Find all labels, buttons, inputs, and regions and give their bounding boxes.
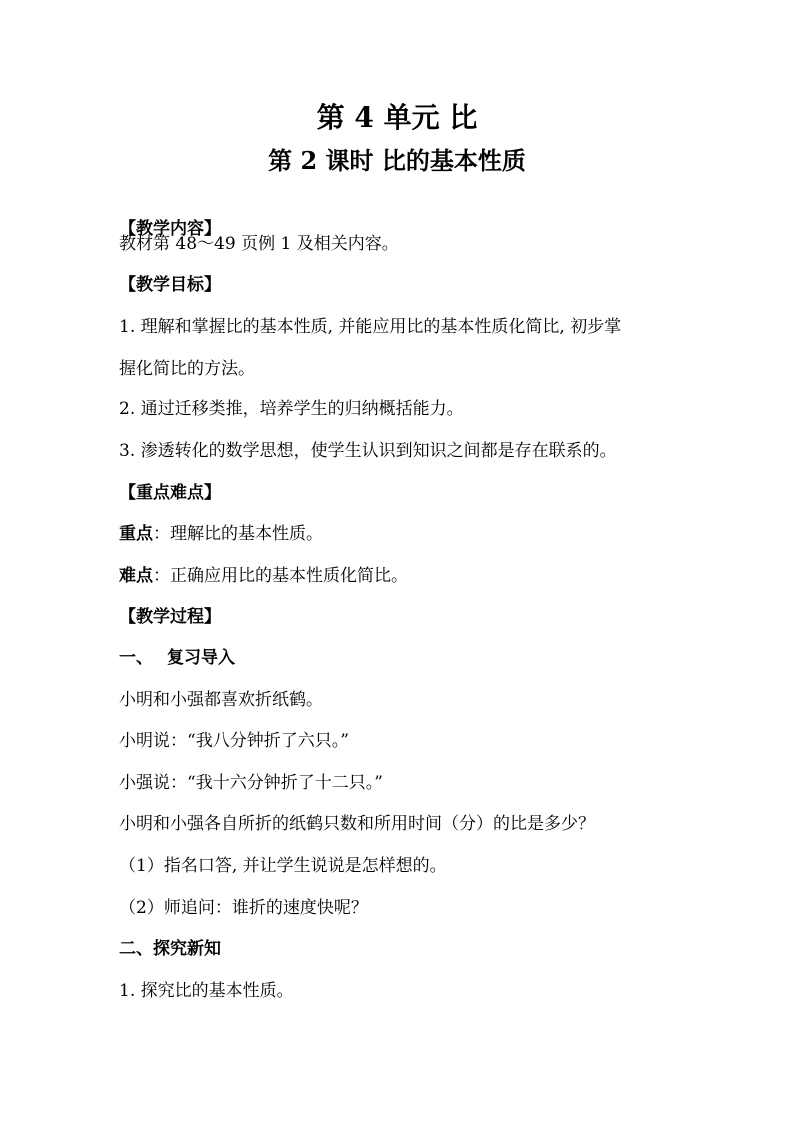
paragraph-6: （2）师追问：谁折的速度快呢？ [119,898,368,918]
difficulty-label: 难点 [119,566,153,586]
paragraph-5: （1）指名口答, 并让学生说说是怎样想的。 [119,856,447,876]
content-text: 教材第 48～49 页例 1 及相关内容。 [119,234,399,254]
lesson-title: 第 2 课时 比的基本性质 [268,146,526,175]
paragraph-3: 小强说：“我十六分钟折了十二只。” [119,773,383,793]
unit-title: 第 4 单元 比 [316,101,478,134]
goal-1-line-1: 1. 理解和掌握比的基本性质, 并能应用比的基本性质化简比, 初步掌 [119,317,622,337]
section-heading-process: 【教学过程】 [119,607,221,627]
key-point-text: ：理解比的基本性质。 [153,524,323,544]
key-point-label: 重点 [119,524,153,544]
part-1-title: 复习导入 [167,648,235,668]
section-heading-goals: 【教学目标】 [119,275,221,295]
paragraph-7: 1. 探究比的基本性质。 [119,981,294,1001]
difficulty-text: ：正确应用比的基本性质化简比。 [153,566,408,586]
paragraph-4: 小明和小强各自所折的纸鹤只数和所用时间（分）的比是多少？ [119,814,595,834]
paragraph-2: 小明说：“我八分钟折了六只。” [119,731,349,751]
section-heading-content: 【教学内容】 [119,219,221,239]
goal-1-line-2: 握化简比的方法。 [119,359,255,379]
part-2-heading: 二、探究新知 [119,939,221,959]
key-point-line [119,522,323,546]
difficulty-line [119,564,408,588]
goal-3: 3. 渗透转化的数学思想，使学生认识到知识之间都是存在联系的。 [119,441,617,461]
part-1-number: 一、 [119,648,153,668]
part-1-heading [119,646,235,670]
paragraph-1: 小明和小强都喜欢折纸鹤。 [119,690,323,710]
section-heading-key-points: 【重点难点】 [119,483,221,503]
goal-2: 2. 通过迁移类推，培养学生的归纳概括能力。 [119,399,464,419]
